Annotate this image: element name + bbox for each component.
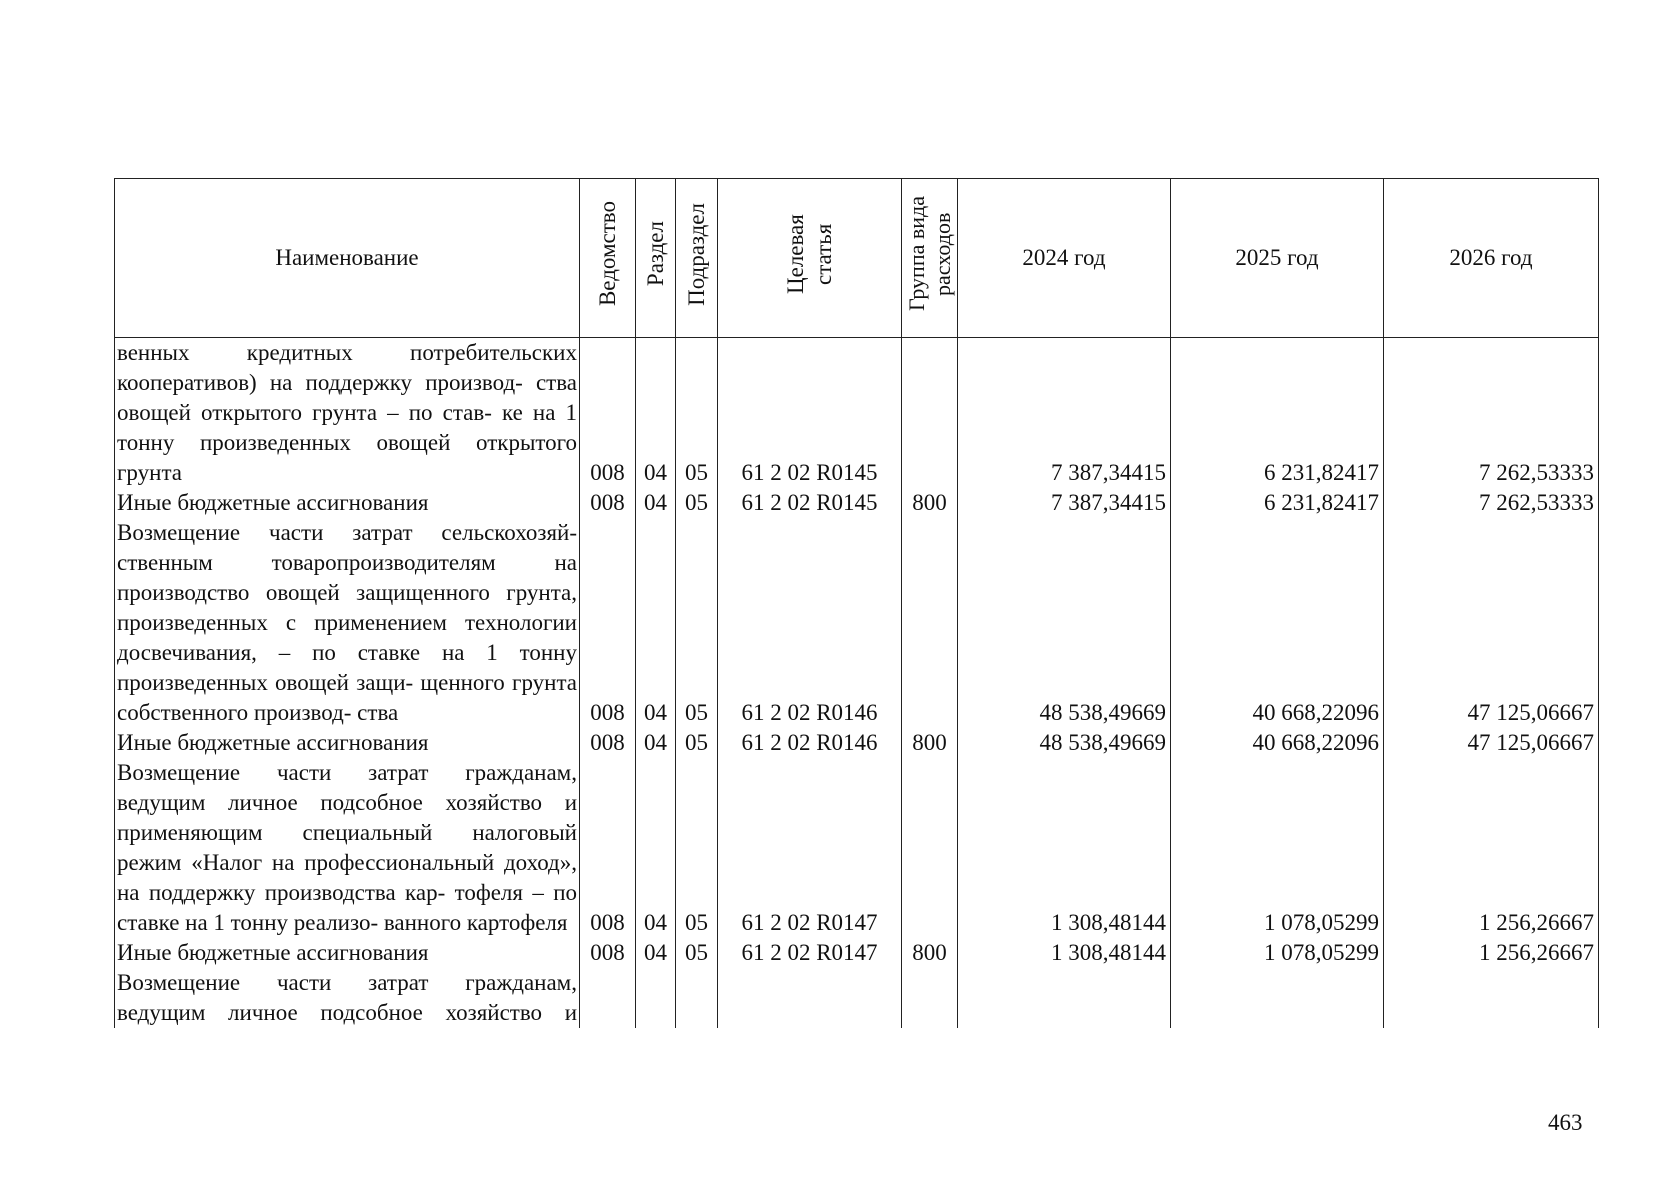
cell-2024: 1 308,48144 [958,758,1171,938]
cell-2026: 7 262,53333 [1384,338,1599,489]
cell-razdel: 04 [636,938,676,968]
cell-vedomstvo [580,968,636,1028]
header-tselevaya-statya: Целевая статья [718,179,902,338]
cell-gruppa: 800 [902,488,958,518]
table-header-row [115,179,1599,338]
cell-razdel: 04 [636,338,676,489]
cell-tselevaya-statya: 61 2 02 R0146 [718,518,902,728]
cell-tselevaya-statya: 61 2 02 R0145 [718,488,902,518]
cell-2026: 1 256,26667 [1384,938,1599,968]
table-body [115,338,1599,1029]
header-vedomstvo: Ведомство [580,179,636,338]
cell-2025: 6 231,82417 [1171,488,1384,518]
cell-razdel: 04 [636,728,676,758]
cell-gruppa: 800 [902,728,958,758]
cell-tselevaya-statya: 61 2 02 R0146 [718,728,902,758]
cell-tselevaya-statya [718,968,902,1028]
cell-name: венных кредитных потребительских кооперативов) на поддержку производ- ства овощей открытого грунта – по став- ке на 1 тонну произведенных овощей открытого грунта [115,338,580,489]
cell-2026: 47 125,06667 [1384,728,1599,758]
table-row [115,488,1599,518]
cell-podrazdel [676,968,718,1028]
cell-gruppa: 800 [902,938,958,968]
cell-name: Иные бюджетные ассигнования [115,938,580,968]
header-podrazdel: Подраздел [676,179,718,338]
header-gruppa-vida-rashodov: Группа вида расходов [902,179,958,338]
table-row [115,338,1599,489]
cell-2024: 1 308,48144 [958,938,1171,968]
header-razdel: Раздел [636,179,676,338]
cell-name: Возмещение части затрат сельскохозяй- ственным товаропроизводителям на производство овощей защищенного грунта, произведенных с применением технологии досвечивания, – по ставке на 1 тонну произведенных овощей защи- щенного грунта собственного производ- ства [115,518,580,728]
cell-gruppa [902,758,958,938]
cell-name: Возмещение части затрат гражданам, ведущим личное подсобное хозяйство и [115,968,580,1028]
cell-tselevaya-statya: 61 2 02 R0145 [718,338,902,489]
header-2026: 2026 год [1384,179,1599,338]
cell-podrazdel: 05 [676,488,718,518]
cell-podrazdel: 05 [676,938,718,968]
cell-vedomstvo: 008 [580,728,636,758]
table-row [115,758,1599,938]
cell-2026: 47 125,06667 [1384,518,1599,728]
table-row [115,938,1599,968]
cell-2025: 40 668,22096 [1171,728,1384,758]
cell-name: Иные бюджетные ассигнования [115,728,580,758]
cell-razdel: 04 [636,518,676,728]
cell-gruppa [902,518,958,728]
cell-2025: 1 078,05299 [1171,938,1384,968]
cell-podrazdel: 05 [676,338,718,489]
cell-2026 [1384,968,1599,1028]
cell-2026: 7 262,53333 [1384,488,1599,518]
cell-razdel: 04 [636,758,676,938]
header-2025: 2025 год [1171,179,1384,338]
table-row [115,968,1599,1028]
cell-tselevaya-statya: 61 2 02 R0147 [718,758,902,938]
cell-vedomstvo: 008 [580,488,636,518]
cell-vedomstvo: 008 [580,518,636,728]
cell-gruppa [902,338,958,489]
table-row [115,728,1599,758]
budget-table [114,178,1599,1028]
header-name: Наименование [115,179,580,338]
cell-name: Возмещение части затрат гражданам, ведущим личное подсобное хозяйство и применяющим специальный налоговый режим «Налог на профессиональный доход», на поддержку производства кар- тофеля – по ставке на 1 тонну реализо- ванного картофеля [115,758,580,938]
cell-2025: 6 231,82417 [1171,338,1384,489]
cell-name: Иные бюджетные ассигнования [115,488,580,518]
cell-2025: 1 078,05299 [1171,758,1384,938]
header-2024: 2024 год [958,179,1171,338]
cell-podrazdel: 05 [676,518,718,728]
cell-vedomstvo: 008 [580,938,636,968]
cell-razdel: 04 [636,488,676,518]
cell-podrazdel: 05 [676,728,718,758]
cell-2025: 40 668,22096 [1171,518,1384,728]
cell-podrazdel: 05 [676,758,718,938]
cell-2026: 1 256,26667 [1384,758,1599,938]
cell-tselevaya-statya: 61 2 02 R0147 [718,938,902,968]
cell-2024: 48 538,49669 [958,728,1171,758]
cell-razdel [636,968,676,1028]
cell-2024: 7 387,34415 [958,488,1171,518]
cell-2024: 48 538,49669 [958,518,1171,728]
page-number: 463 [1548,1110,1583,1135]
cell-gruppa [902,968,958,1028]
cell-2024 [958,968,1171,1028]
cell-2025 [1171,968,1384,1028]
cell-vedomstvo: 008 [580,758,636,938]
table-row [115,518,1599,728]
cell-2024: 7 387,34415 [958,338,1171,489]
cell-vedomstvo: 008 [580,338,636,489]
